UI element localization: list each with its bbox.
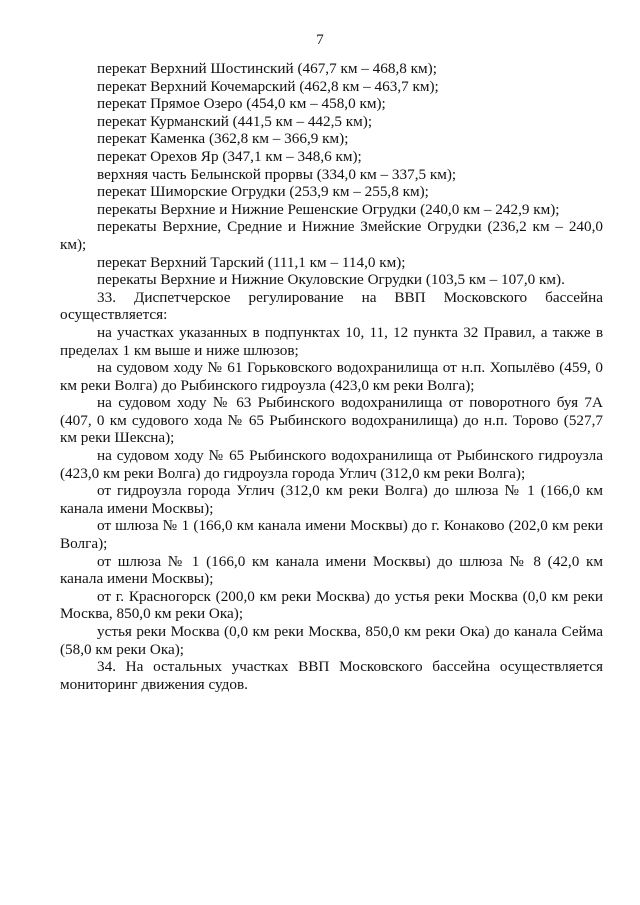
paragraph: устья реки Москва (0,0 км реки Москва, 850,0 км реки Ока) до канала Сейма (58,0 км реки Ока); (60, 623, 603, 658)
paragraph: перекаты Верхние и Нижние Решенские Огрудки (240,0 км – 242,9 км); (97, 200, 560, 218)
paragraph: перекат Верхний Тарский (111,1 км – 114,0 км); (97, 253, 406, 271)
paragraph: перекат Каменка (362,8 км – 366,9 км); (97, 130, 349, 148)
paragraph: 34. На остальных участках ВВП Московского бассейна осуществляется мониторинг движения судов. (60, 658, 603, 693)
paragraph: перекат Прямое Озеро (454,0 км – 458,0 км); (97, 95, 386, 113)
paragraph: перекат Верхний Шостинский (467,7 км – 468,8 км); (97, 60, 437, 77)
paragraph: от шлюза № 1 (166,0 км канала имени Москвы) до шлюза № 8 (42,0 км канала имени Москвы); (60, 552, 603, 588)
paragraph: на судовом ходу № 63 Рыбинского водохранилища от поворотного буя 7А (407, 0 км судового хода № 65 Рыбинского водохранилища) до н.п. Торово (527,7 км реки Шексна); (60, 394, 603, 447)
paragraph: 33. Диспетчерское регулирование на ВВП Московского бассейна осуществляется: (60, 288, 603, 324)
paragraph: перекаты Верхние, Средние и Нижние Змейские Огрудки (236,2 км – 240,0 км); (60, 218, 603, 253)
paragraph: от шлюза № 1 (166,0 км канала имени Москвы) до г. Конаково (202,0 км реки Волга); (60, 517, 603, 553)
page-number: 7 (316, 32, 324, 48)
paragraph: верхняя часть Белынской прорвы (334,0 км – 337,5 км); (97, 165, 457, 183)
paragraph: перекаты Верхние и Нижние Окуловские Огрудки (103,5 км – 107,0 км). (97, 271, 565, 289)
paragraph: перекат Шиморские Огрудки (253,9 км – 255,8 км); (97, 183, 429, 201)
paragraph: на участках указанных в подпунктах 10, 11, 12 пункта 32 Правил, а также в пределах 1 км выше и ниже шлюзов; (60, 323, 603, 359)
paragraph: от г. Красногорск (200,0 км реки Москва) до устья реки Москва (0,0 км реки Москва, 850,0 км реки Ока); (60, 587, 603, 623)
paragraph: перекат Орехов Яр (347,1 км – 348,6 км); (97, 147, 362, 165)
document-body (60, 60, 603, 693)
paragraph: от гидроузла города Углич (312,0 км реки Волга) до шлюза № 1 (166,0 км канала имени Москвы); (60, 482, 603, 517)
paragraph: перекат Курманский (441,5 км – 442,5 км); (97, 112, 373, 130)
paragraph: на судовом ходу № 65 Рыбинского водохранилища от Рыбинского гидроузла (423,0 км реки Волга) до гидроузла города Углич (312,0 км реки Волга); (60, 447, 603, 482)
paragraph: на судовом ходу № 61 Горьковского водохранилища от н.п. Хопылёво (459, 0 км реки Волга) до Рыбинского гидроузла (423,0 км реки Волга); (60, 359, 603, 394)
paragraph: перекат Верхний Кочемарский (462,8 км – 463,7 км); (97, 77, 439, 95)
